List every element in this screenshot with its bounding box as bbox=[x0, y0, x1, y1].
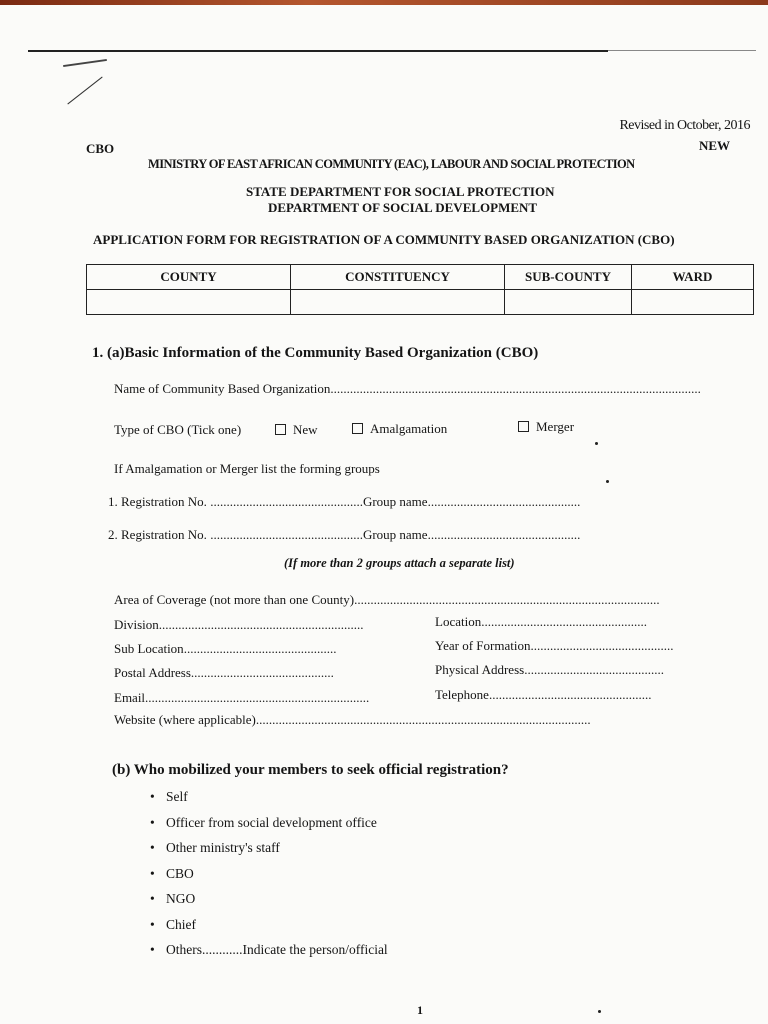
state-department-heading: STATE DEPARTMENT FOR SOCIAL PROTECTION bbox=[246, 184, 555, 199]
cbo-type-row bbox=[114, 422, 241, 438]
type-new-option[interactable]: New bbox=[275, 422, 318, 438]
sub-county-cell[interactable] bbox=[505, 290, 632, 315]
top-rule bbox=[28, 50, 608, 52]
page-number: 1 bbox=[417, 1003, 423, 1017]
coverage-field[interactable]: Area of Coverage (not more than one County).............................................................................................. bbox=[114, 592, 660, 607]
website-field[interactable]: Website (where applicable)....................................................................................................... bbox=[114, 712, 591, 727]
new-marker: NEW bbox=[698, 138, 730, 153]
ward-header: WARD bbox=[632, 265, 754, 290]
ward-cell[interactable] bbox=[632, 290, 754, 315]
county-header: COUNTY bbox=[87, 265, 291, 290]
postal-address-field[interactable]: Postal Address............................................ bbox=[114, 665, 334, 680]
list-item[interactable]: • NGO bbox=[150, 886, 388, 912]
forming-groups-label: If Amalgamation or Merger list the forming groups bbox=[114, 461, 380, 476]
section-a-title: 1. (a)Basic Information of the Community Based Organization (CBO) bbox=[92, 345, 539, 361]
cbo-name-label: Name of Community Based Organization bbox=[114, 381, 331, 396]
physical-address-field[interactable]: Physical Address........................................... bbox=[435, 662, 664, 677]
cbo-name-field[interactable]: Name of Community Based Organization.................................................................................................................. bbox=[114, 381, 701, 396]
list-item[interactable]: • Officer from social development office bbox=[150, 810, 388, 836]
form-title: APPLICATION FORM FOR REGISTRATION OF A COMMUNITY BASED ORGANIZATION (CBO) bbox=[93, 232, 675, 247]
department-heading: DEPARTMENT OF SOCIAL DEVELOPMENT bbox=[268, 200, 538, 215]
registration-2-row[interactable]: 2. Registration No. ...............................................Group name............................................... bbox=[108, 527, 581, 542]
ink-speck bbox=[595, 442, 598, 445]
checkbox-icon[interactable] bbox=[518, 421, 529, 432]
ink-speck bbox=[606, 480, 609, 483]
attach-note: (If more than 2 groups attach a separate list) bbox=[284, 556, 515, 570]
year-of-formation-field[interactable]: Year of Formation............................................ bbox=[435, 638, 674, 653]
telephone-field[interactable]: Telephone.................................................. bbox=[435, 687, 652, 702]
form-type-code: CBO bbox=[86, 141, 115, 156]
ink-speck bbox=[598, 1010, 601, 1013]
top-rule-faint bbox=[608, 50, 756, 51]
registration-1-row[interactable]: 1. Registration No. ...............................................Group name............................................... bbox=[108, 494, 581, 509]
constituency-header: CONSTITUENCY bbox=[291, 265, 505, 290]
sub-location-field[interactable]: Sub Location............................................... bbox=[114, 641, 337, 656]
list-item[interactable]: • CBO bbox=[150, 861, 388, 887]
email-field[interactable]: Email..................................................................... bbox=[114, 690, 370, 705]
mobilizer-list bbox=[150, 784, 388, 963]
sub-county-header: SUB-COUNTY bbox=[505, 265, 632, 290]
pen-mark bbox=[63, 59, 107, 67]
cbo-type-label: Type of CBO (Tick one) bbox=[114, 422, 242, 437]
division-field[interactable]: Division............................................................... bbox=[114, 617, 364, 632]
list-item[interactable]: • Chief bbox=[150, 912, 388, 938]
page-edge-band bbox=[0, 0, 768, 5]
constituency-cell[interactable] bbox=[291, 290, 505, 315]
checkbox-icon[interactable] bbox=[275, 424, 286, 435]
ministry-heading: MINISTRY OF EAST AFRICAN COMMUNITY (EAC), LABOUR AND SOCIAL PROTECTION bbox=[148, 157, 635, 171]
section-b-title: (b) Who mobilized your members to seek official registration? bbox=[112, 762, 509, 778]
list-item[interactable]: • Self bbox=[150, 784, 388, 810]
checkbox-icon[interactable] bbox=[352, 423, 363, 434]
type-amalgamation-option[interactable]: Amalgamation bbox=[352, 421, 447, 437]
location-field[interactable]: Location................................................... bbox=[435, 614, 647, 629]
revision-date: Revised in October, 2016 bbox=[619, 118, 750, 133]
location-table bbox=[86, 264, 754, 315]
list-item[interactable]: • Others............Indicate the person/official bbox=[150, 937, 388, 963]
list-item[interactable]: • Other ministry's staff bbox=[150, 835, 388, 861]
type-merger-option[interactable]: Merger bbox=[518, 419, 574, 435]
county-cell[interactable] bbox=[87, 290, 291, 315]
pen-mark bbox=[67, 77, 102, 105]
